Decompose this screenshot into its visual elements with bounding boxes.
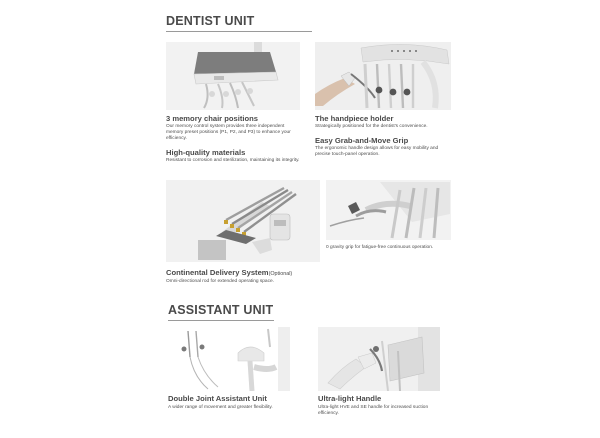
assistant-unit-heading: ASSISTANT UNIT: [168, 303, 274, 317]
dentist-unit-heading: DENTIST UNIT: [166, 14, 255, 28]
handpiece-holder-photo: [315, 42, 451, 110]
assistant-heading-rule: [168, 320, 274, 321]
grab-grip-desc: The ergonomic handle design allows for easy mobility and precise touch-panel operation.: [315, 146, 439, 157]
ultra-light-handle-desc: Ultra-light HVE and SE handle for increased suction efficiency.: [318, 405, 429, 416]
handpiece-holder-title: The handpiece holder: [315, 114, 394, 123]
continental-delivery-photo: [166, 180, 320, 262]
double-joint-photo: [168, 327, 290, 391]
gravity-grip-desc: 0 gravity grip for fatigue-free continuous operation.: [326, 245, 434, 250]
optional-suffix: (Optional): [268, 271, 293, 277]
grab-grip-title: Easy Grab-and-Move Grip: [315, 136, 409, 145]
handpiece-holder-desc: Strategically positioned for the dentist's convenience.: [315, 124, 428, 129]
continental-delivery-title-text: Continental Delivery System: [166, 268, 269, 277]
ultra-light-handle-title: Ultra-light Handle: [318, 394, 382, 403]
memory-positions-title: 3 memory chair positions: [166, 114, 258, 123]
gravity-grip-photo: [326, 180, 451, 240]
materials-desc: Resistant to corrosion and sterilization, maintaining its integrity.: [166, 158, 300, 163]
dentist-heading-rule: [166, 31, 312, 32]
continental-delivery-desc: Omni-directional rod for extended operating space.: [166, 279, 274, 284]
double-joint-desc: A wider range of movement and greater flexibility.: [168, 405, 273, 410]
materials-title: High-quality materials: [166, 148, 246, 157]
memory-positions-desc: Our memory control system provides three independent memory preset positions (P1, P2, and P3) to enhance your efficiency.: [166, 124, 291, 141]
instrument-tray-photo: [166, 42, 300, 110]
continental-delivery-title: [166, 268, 292, 277]
ultra-light-handle-photo: [318, 327, 440, 391]
double-joint-title: Double Joint Assistant Unit: [168, 394, 267, 403]
